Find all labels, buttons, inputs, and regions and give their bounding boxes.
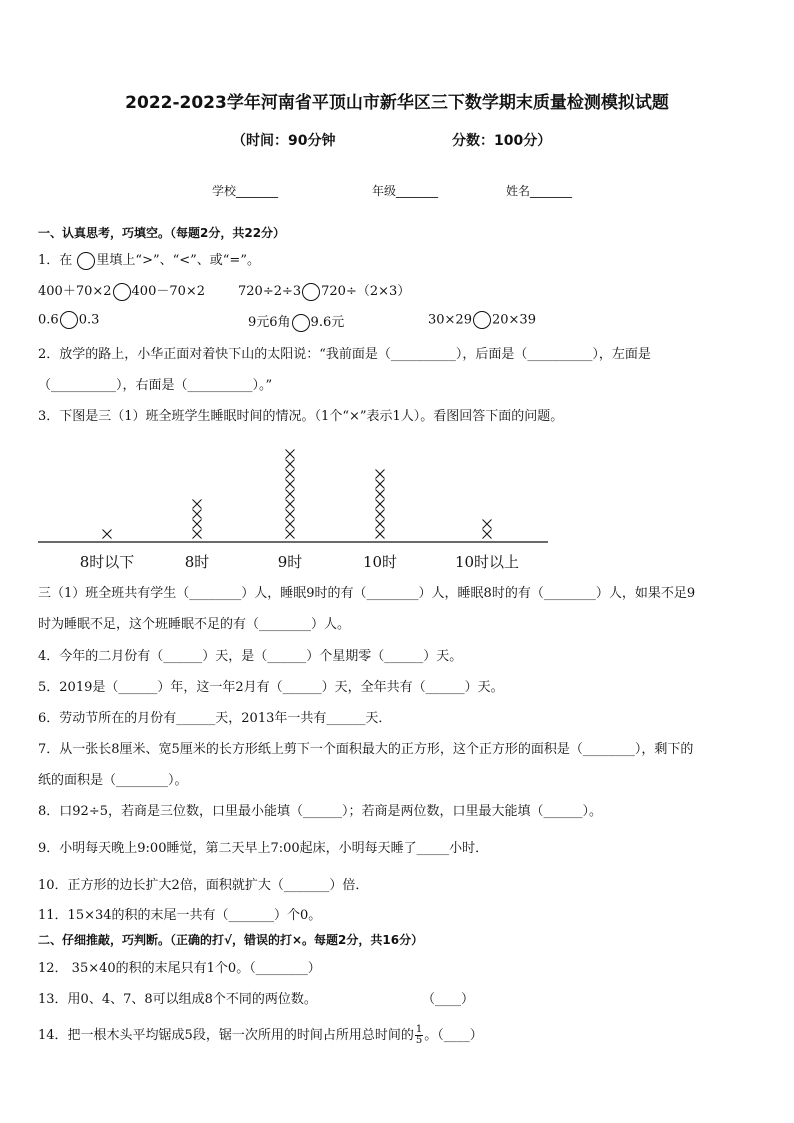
section-2-heading: 二、仔细推敲，巧判断。（正确的打√，错误的打×。每题2分，共16分） — [38, 933, 424, 947]
x-mark — [103, 530, 112, 539]
x-mark — [286, 460, 295, 469]
question-14 — [38, 1024, 483, 1046]
x-mark — [286, 500, 295, 509]
compare-right: 400－70×2 — [131, 284, 206, 299]
compare-right: 0.3 — [78, 312, 100, 328]
compare-item-4 — [248, 311, 344, 332]
x-mark — [376, 530, 385, 539]
x-mark — [286, 530, 295, 539]
compare-item-2 — [238, 280, 410, 301]
page-title: 2022-2023学年河南省平顶山市新华区三下数学期末质量检测模拟试题 — [125, 93, 669, 113]
answer-circle[interactable] — [302, 283, 320, 301]
question-3-line-2: 时为睡眠不足，这个班睡眠不足的有（________）人。 — [38, 617, 351, 632]
school-field: 学校_______ — [212, 184, 279, 198]
name-field: 姓名_______ — [506, 184, 573, 198]
compare-right: 720÷（2×3） — [321, 284, 411, 299]
question-7-line-2: 纸的面积是（________）。 — [38, 773, 188, 788]
question-2-line-1: 2．放学的路上，小华正面对着快下山的太阳说：“我前面是（__________），后面是（__________），左面是 — [38, 347, 651, 362]
x-mark — [286, 450, 295, 459]
x-mark — [483, 530, 492, 539]
question-13: 13．用0、4、7、8可以组成8个不同的两位数。 — [38, 992, 317, 1007]
grade-field: 年级_______ — [372, 184, 439, 198]
compare-left: 720÷2÷3 — [238, 284, 302, 299]
total-score: 分数：100分） — [452, 133, 552, 149]
question-14-blank: 。（____） — [424, 1028, 483, 1043]
time-limit: （时间：90分钟 — [232, 133, 336, 149]
fraction — [415, 1025, 423, 1046]
question-2-line-2: （__________），右面是（__________）。” — [38, 378, 273, 393]
category-label: 8时以下 — [79, 553, 135, 571]
x-mark — [193, 530, 202, 539]
compare-item-3 — [38, 311, 99, 329]
x-mark — [376, 470, 385, 479]
x-mark — [483, 520, 492, 529]
question-13-blank: （____） — [422, 992, 475, 1007]
question-6: 6．劳动节所在的月份有______天，2013年一共有______天． — [38, 711, 392, 726]
compare-left: 400＋70×2 — [38, 284, 112, 299]
question-1-prefix: 1．在 — [38, 253, 73, 268]
category-label: 9时 — [277, 553, 303, 571]
x-mark — [193, 510, 202, 519]
question-9: 9．小明每天晚上9:00睡觉，第二天早上7:00起床，小明每天睡了_____小时． — [38, 841, 489, 856]
question-3-intro: 3．下图是三（1）班全班学生睡眠时间的情况。（1个“×”表示1人）。看图回答下面的问题。 — [38, 409, 564, 424]
fraction-denominator: 5 — [415, 1035, 423, 1046]
category-label: 10时以上 — [454, 553, 520, 571]
question-12: 12． 35×40的积的末尾只有1个0。（________） — [38, 961, 321, 976]
answer-circle[interactable] — [113, 283, 131, 301]
compare-right: 9.6元 — [310, 315, 345, 330]
x-mark — [376, 490, 385, 499]
answer-circle[interactable] — [292, 314, 310, 332]
compare-left: 9元6角 — [248, 315, 291, 330]
x-mark — [193, 500, 202, 509]
question-10: 10．正方形的边长扩大2倍，面积就扩大（_______）倍． — [38, 878, 369, 893]
x-mark — [286, 520, 295, 529]
question-1-instruction: 里填上“>”、“<”、或“=”。 — [96, 253, 260, 268]
x-mark — [286, 490, 295, 499]
question-5: 5．2019是（______）年，这一年2月有（______）天，全年共有（______）天。 — [38, 680, 504, 695]
question-4: 4．今年的二月份有（______）天，是（______）个星期零（______）天。 — [38, 649, 463, 664]
x-mark — [376, 520, 385, 529]
x-mark — [286, 470, 295, 479]
question-8: 8．口92÷5，若商是三位数，口里最小能填（______）；若商是两位数，口里最大能填（______）。 — [38, 804, 602, 819]
question-1-intro — [38, 249, 260, 270]
x-mark — [193, 520, 202, 529]
fraction-numerator: 1 — [415, 1024, 423, 1035]
question-3-line-1: 三（1）班全班共有学生（________）人，睡眠9时的有（________）人，睡眠8时的有（________）人，如果不足9 — [38, 586, 696, 601]
compare-item-5 — [428, 311, 536, 329]
section-1-heading: 一、认真思考，巧填空。（每题2分，共22分） — [38, 226, 286, 240]
x-mark — [376, 480, 385, 489]
answer-circle[interactable] — [473, 311, 491, 329]
x-mark — [286, 510, 295, 519]
question-14-text: 14．把一根木头平均锯成5段，锯一次所用的时间占所用总时间的 — [38, 1028, 414, 1043]
question-7-line-1: 7．从一张长8厘米、宽5厘米的长方形纸上剪下一个面积最大的正方形，这个正方形的面积是（________），剩下的 — [38, 742, 694, 757]
question-11: 11．15×34的积的末尾一共有（_______）个0。 — [38, 908, 322, 923]
category-label: 8时 — [184, 553, 210, 571]
compare-right: 20×39 — [491, 312, 536, 328]
compare-item-1 — [38, 280, 205, 301]
answer-circle[interactable] — [60, 311, 78, 329]
compare-left: 0.6 — [38, 312, 59, 328]
sleep-time-dot-plot — [36, 425, 556, 575]
category-label: 10时 — [362, 553, 398, 571]
x-mark — [376, 510, 385, 519]
x-mark — [286, 480, 295, 489]
compare-left: 30×29 — [428, 312, 472, 328]
answer-circle[interactable] — [77, 252, 95, 270]
x-mark — [376, 500, 385, 509]
